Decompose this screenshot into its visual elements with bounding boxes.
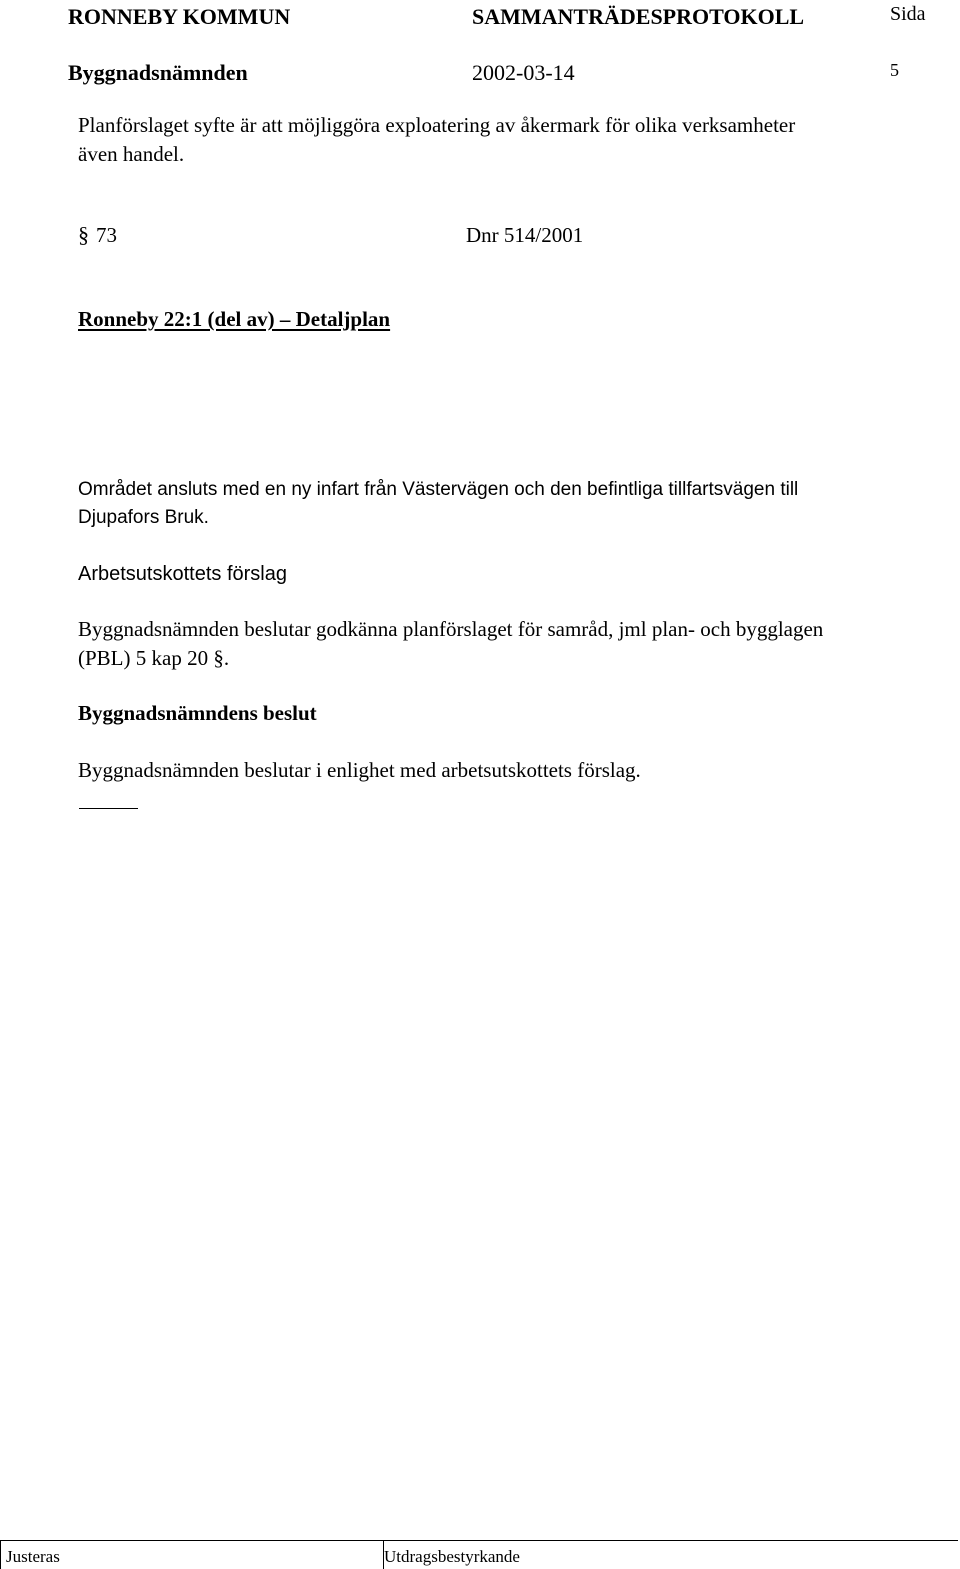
decision-heading: Byggnadsnämndens beslut	[78, 701, 317, 725]
organization-name: RONNEBY KOMMUN	[68, 4, 291, 29]
meeting-date: 2002-03-14	[472, 60, 575, 85]
paragraph-1-line-2: även handel.	[78, 142, 185, 166]
paragraph-2-line-2: Djupafors Bruk.	[78, 507, 209, 528]
footer-utdragsbestyrkande: Utdragsbestyrkande	[384, 1547, 520, 1566]
page-number: 5	[890, 60, 899, 80]
page-label: Sida	[890, 3, 926, 25]
proposal-line-2: (PBL) 5 kap 20 §.	[78, 646, 230, 670]
item-title: Ronneby 22:1 (del av) – Detaljplan	[78, 307, 391, 331]
committee-name: Byggnadsnämnden	[68, 60, 248, 85]
footer-justeras: Justeras	[6, 1547, 60, 1566]
decision-text: Byggnadsnämnden beslutar i enlighet med arbetsutskottets förslag.	[78, 758, 641, 782]
section-end-rule	[79, 808, 138, 809]
section-number: 73	[96, 223, 117, 247]
footer-rule	[0, 1540, 958, 1541]
proposal-heading: Arbetsutskottets förslag	[78, 563, 287, 585]
proposal-line-1: Byggnadsnämnden beslutar godkänna planförslaget för samråd, jml plan- och bygglagen	[78, 617, 824, 641]
document-type: SAMMANTRÄDESPROTOKOLL	[472, 4, 805, 29]
paragraph-2-line-1: Området ansluts med en ny infart från Västervägen och den befintliga tillfartsvägen till	[78, 479, 799, 500]
dnr-reference: Dnr 514/2001	[466, 223, 584, 247]
footer-tick-left	[0, 1540, 1, 1569]
paragraph-1-line-1: Planförslaget syfte är att möjliggöra exploatering av åkermark för olika verksamheter	[78, 113, 796, 137]
section-symbol: §	[78, 222, 89, 247]
